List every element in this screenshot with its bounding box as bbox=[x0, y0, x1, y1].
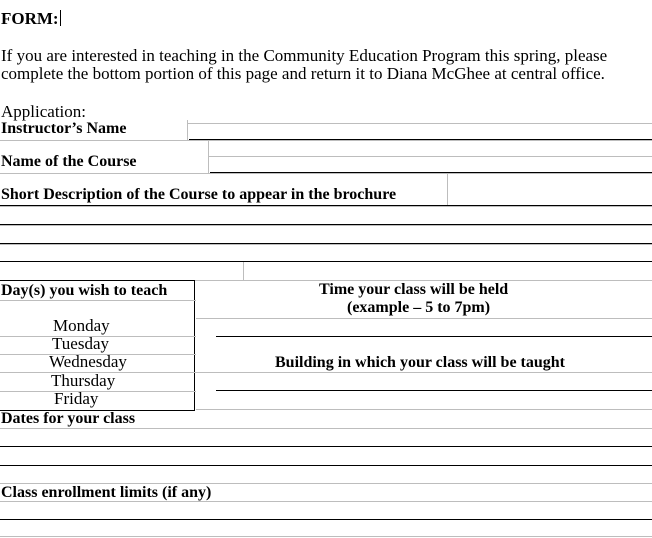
description-line-4[interactable] bbox=[0, 261, 652, 262]
intro-line-2: complete the bottom portion of this page and return it to Diana McGhee at central office. bbox=[1, 64, 605, 83]
dates-line-1[interactable] bbox=[0, 446, 652, 447]
course-name-label: Name of the Course bbox=[1, 153, 137, 170]
building-label: Building in which your class will be taught bbox=[275, 354, 565, 371]
days-label: Day(s) you wish to teach bbox=[1, 282, 168, 299]
day-thursday: Thursday bbox=[51, 371, 116, 390]
enrollment-label: Class enrollment limits (if any) bbox=[1, 484, 212, 501]
text-cursor bbox=[60, 10, 61, 26]
instructor-name-label: Instructor’s Name bbox=[1, 120, 127, 137]
form-title: FORM: bbox=[1, 9, 59, 28]
enrollment-field[interactable] bbox=[0, 519, 652, 520]
day-friday: Friday bbox=[54, 389, 99, 408]
time-field[interactable] bbox=[216, 336, 652, 337]
intro-line-1: If you are interested in teaching in the Community Education Program this spring, please bbox=[1, 46, 608, 65]
day-tuesday: Tuesday bbox=[52, 334, 109, 353]
day-wednesday: Wednesday bbox=[49, 352, 127, 371]
time-label-line-1: Time your class will be held bbox=[319, 281, 509, 298]
short-description-label: Short Description of the Course to appear in the brochure bbox=[1, 186, 397, 203]
application-label: Application: bbox=[1, 102, 86, 121]
dates-label: Dates for your class bbox=[1, 410, 136, 427]
building-field[interactable] bbox=[216, 390, 652, 391]
time-label-line-2: (example – 5 to 7pm) bbox=[347, 299, 491, 316]
dates-line-2[interactable] bbox=[0, 465, 652, 466]
day-monday: Monday bbox=[53, 316, 110, 335]
